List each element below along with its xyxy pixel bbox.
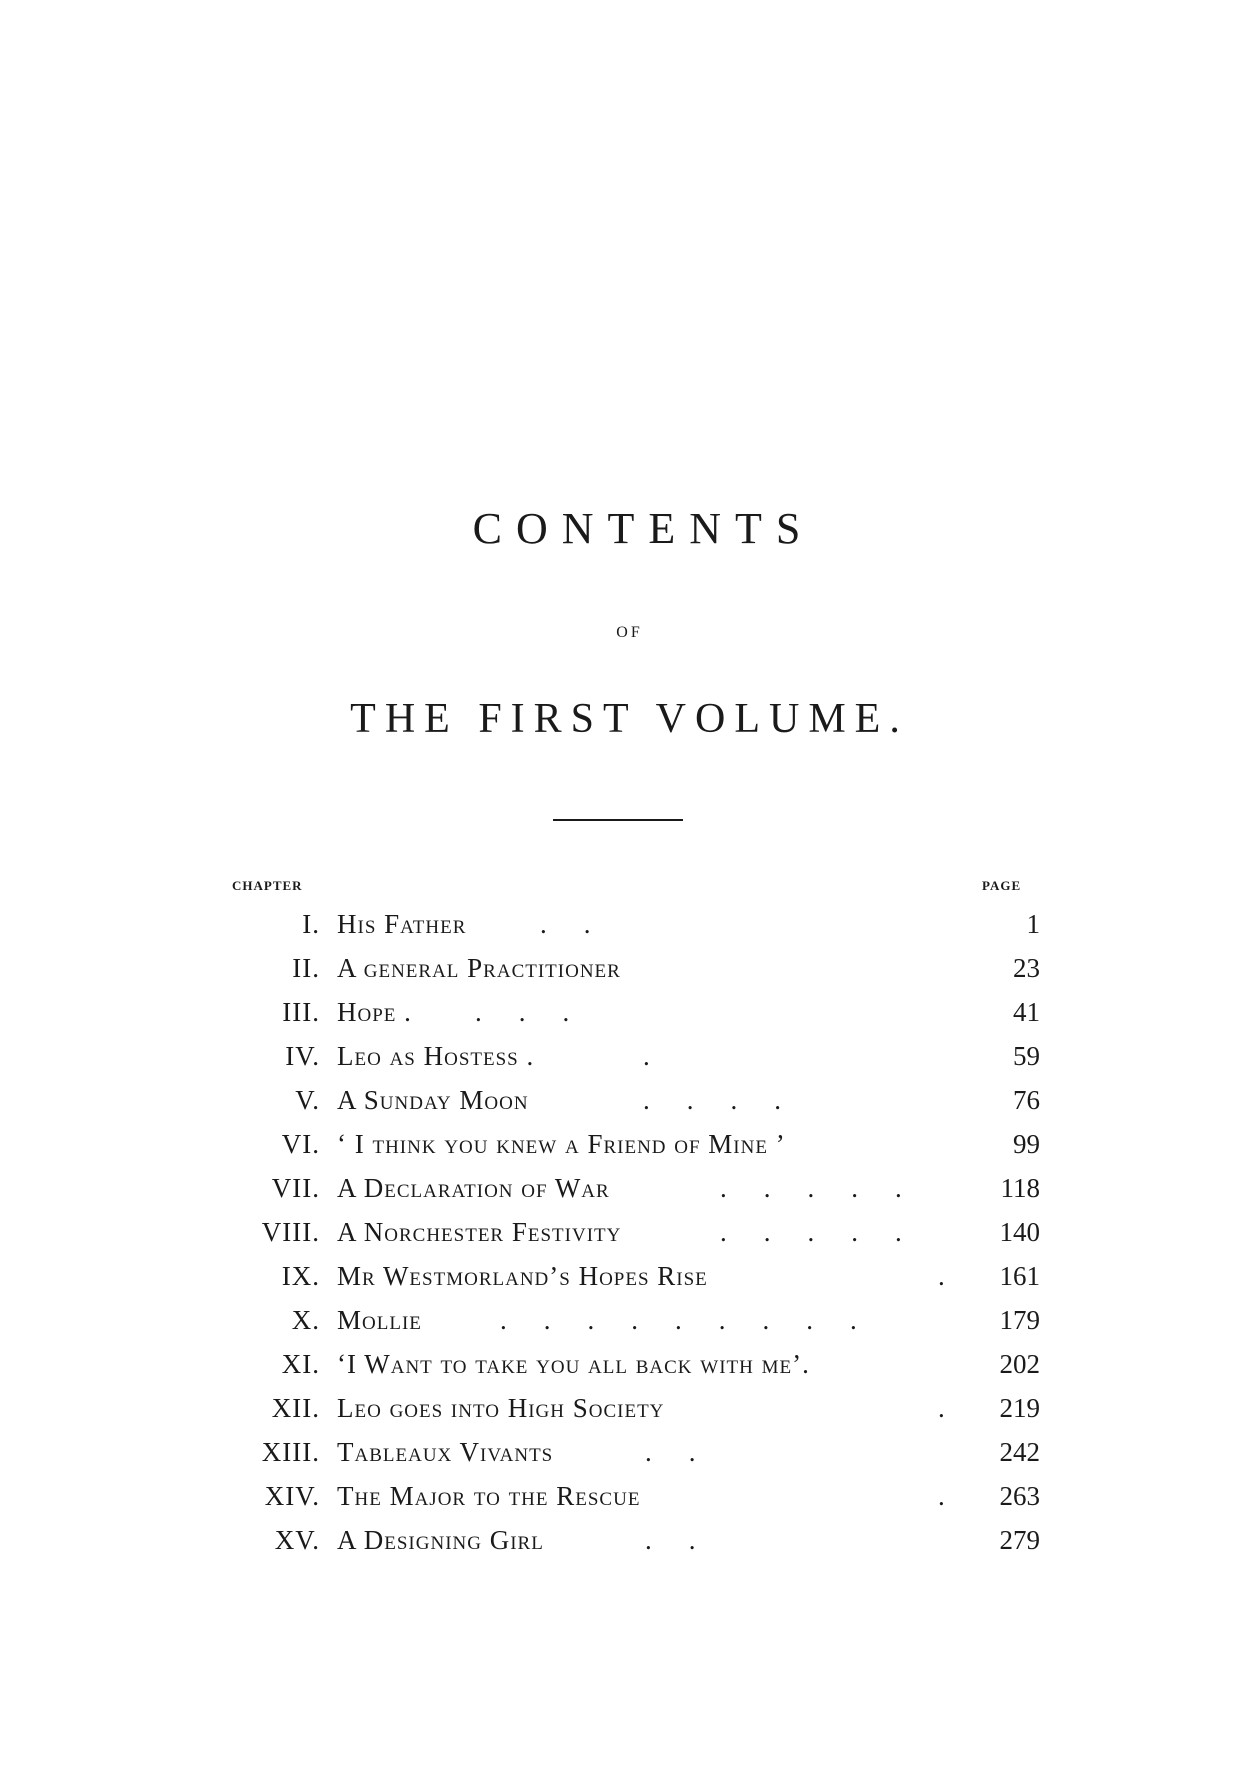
chapter-title: His Father [337, 909, 467, 939]
chapter-title: A Designing Girl [337, 1525, 544, 1555]
chapter-title: Mollie [337, 1305, 422, 1335]
toc-entry[interactable] [220, 1122, 1040, 1166]
dot-leaders: . [643, 1041, 652, 1071]
chapter-numeral: I. [302, 909, 320, 939]
toc-entry[interactable] [220, 946, 1040, 990]
dot-leaders: . [938, 1393, 947, 1423]
page-number: 202 [999, 1349, 1040, 1379]
page-number: 242 [999, 1437, 1040, 1467]
dot-leaders: . . . . [643, 1085, 783, 1115]
dot-leaders: . . [645, 1437, 698, 1467]
chapter-numeral: III. [282, 997, 320, 1027]
contents-heading: CONTENTS [472, 504, 815, 553]
page-number: 140 [999, 1217, 1040, 1247]
page-number: 23 [1013, 953, 1040, 983]
page-number: 1 [1026, 909, 1040, 939]
page-number: 59 [1013, 1041, 1040, 1071]
page-number: 279 [999, 1525, 1040, 1555]
chapter-numeral: VIII. [261, 1217, 320, 1247]
chapter-title: A Norchester Festivity [337, 1217, 622, 1247]
toc-entry[interactable] [220, 1254, 1040, 1298]
toc-entry[interactable] [220, 1474, 1040, 1518]
chapter-numeral: XIV. [264, 1481, 320, 1511]
page-number: 219 [999, 1393, 1040, 1423]
page-number: 118 [1000, 1173, 1040, 1203]
dot-leaders: . . . . . . . . . [500, 1305, 859, 1335]
chapter-title: Hope . [337, 997, 412, 1027]
chapter-numeral: IX. [281, 1261, 320, 1291]
dot-leaders: . [938, 1481, 947, 1511]
page-number: 161 [999, 1261, 1040, 1291]
toc-entry[interactable] [220, 990, 1040, 1034]
chapter-numeral: V. [295, 1085, 320, 1115]
toc-entry[interactable] [220, 1386, 1040, 1430]
chapter-title: A Sunday Moon [337, 1085, 529, 1115]
dot-leaders: . . [645, 1525, 698, 1555]
dot-leaders: . . . [475, 997, 572, 1027]
toc-entry[interactable] [220, 1342, 1040, 1386]
page-number: 179 [999, 1305, 1040, 1335]
dot-leaders: . . . . . [720, 1173, 904, 1203]
page-number: 41 [1013, 997, 1040, 1027]
chapter-title: A Declaration of War [337, 1173, 610, 1203]
chapter-numeral: XV. [274, 1525, 320, 1555]
toc-entry[interactable] [220, 1518, 1040, 1562]
toc-entry[interactable] [220, 1430, 1040, 1474]
toc-entry[interactable] [220, 1078, 1040, 1122]
chapter-column-header: CHAPTER [232, 878, 303, 893]
dot-leaders: . . [540, 909, 593, 939]
chapter-title: ‘I Want to take you all back with me’. [337, 1349, 810, 1379]
page-number: 99 [1013, 1129, 1040, 1159]
page-number: 76 [1013, 1085, 1040, 1115]
of-subheading: OF [616, 624, 643, 641]
toc-entry[interactable] [220, 1210, 1040, 1254]
chapter-title: A general Practitioner [337, 953, 621, 983]
chapter-numeral: XII. [271, 1393, 320, 1423]
chapter-numeral: VII. [271, 1173, 320, 1203]
toc-entry[interactable] [220, 1034, 1040, 1078]
chapter-numeral: X. [291, 1305, 320, 1335]
page-column-header: PAGE [982, 878, 1022, 893]
chapter-title: ‘ I think you knew a Friend of Mine ’ [337, 1129, 786, 1159]
chapter-title: Tableaux Vivants [337, 1437, 554, 1467]
chapter-title: Leo goes into High Society [337, 1393, 665, 1423]
toc-entry[interactable] [220, 1166, 1040, 1210]
toc-entry[interactable] [220, 902, 1040, 946]
chapter-title: The Major to the Rescue [337, 1481, 641, 1511]
chapter-numeral: II. [292, 953, 320, 983]
dot-leaders: . [938, 1261, 947, 1291]
table-of-contents [220, 902, 1040, 1562]
chapter-numeral: XI. [281, 1349, 320, 1379]
chapter-title: Leo as Hostess . [337, 1041, 535, 1071]
dot-leaders: . . . . . [720, 1217, 904, 1247]
chapter-numeral: IV. [285, 1041, 320, 1071]
title-rule [553, 819, 683, 821]
volume-title: THE FIRST VOLUME. [350, 696, 909, 742]
chapter-numeral: XIII. [261, 1437, 320, 1467]
toc-entry[interactable] [220, 1298, 1040, 1342]
page-number: 263 [999, 1481, 1040, 1511]
chapter-title: Mr Westmorland’s Hopes Rise [337, 1261, 708, 1291]
chapter-numeral: VI. [281, 1129, 320, 1159]
